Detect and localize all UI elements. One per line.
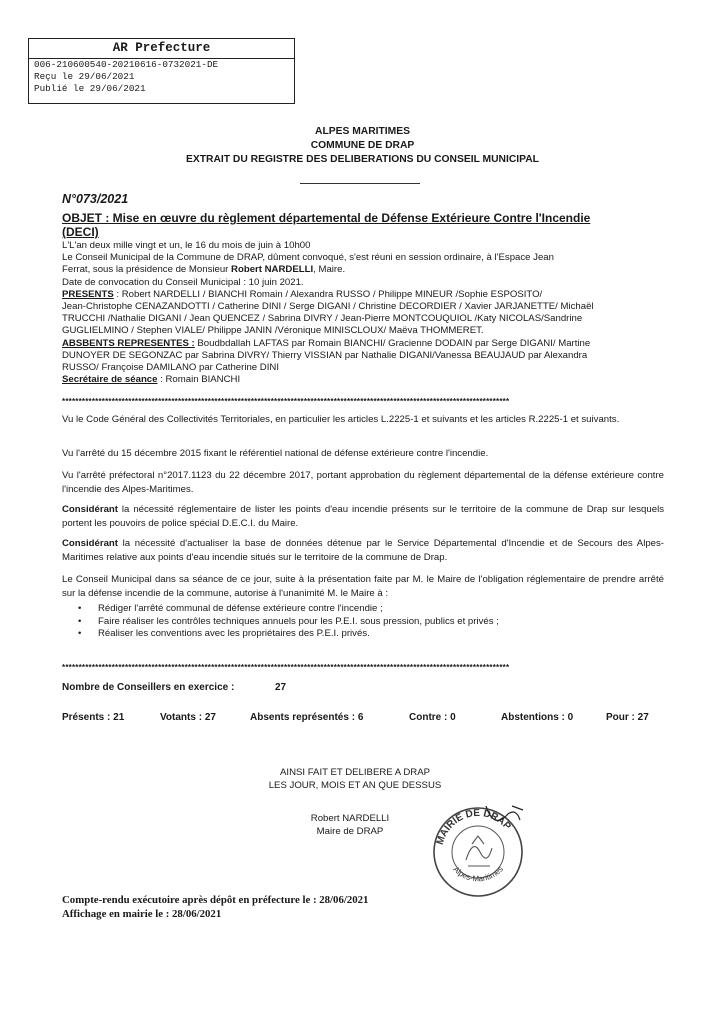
footer-affichage: Affichage en mairie le : 28/06/2021 [62,908,222,920]
objet-line-2: (DECI) [62,225,99,239]
considerant-1-text: la nécessité réglementaire de lister les points d'eau incendie présents sur le territoire de la commune de Drap sur lesquels portent les pouvoirs de police spécial D.E.C.I. du Maire. [62,504,664,529]
intro-block [62,240,664,386]
bullet-icon: • [78,615,82,627]
objet-title [62,211,667,239]
considerant-2-label: Considérant [62,538,118,549]
votes-pour: Pour : 27 [606,712,649,723]
secretary-label: Secrétaire de séance [62,374,158,386]
list-item-text: Faire réaliser les contrôles techniques annuels pour les P.E.I. sous pression, publics et privés ; [98,615,499,627]
intro-line-1: L'L'an deux mille vingt et un, le 16 du mois de juin à 10h00 [62,240,311,251]
presents-line-2: Jean-Christophe CENAZANDOTTI / Catherine DINI / Serge DIGANI / Christine DECORDIER / Xavier JARJANETTE/ Michaël [62,301,594,313]
vu-arrete-prefectoral: Vu l'arrêté préfectoral n°2017.1123 du 22 décembre 2017, portant approbation du règlement départemental de la défense extérieure contre l'incendie des Alpes-Maritimes. [62,470,664,495]
vu-arrete-2015: Vu l'arrêté du 15 décembre 2015 fixant le référentiel national de défense extérieure contre l'incendie. [62,448,489,459]
conseillers-count-value: 27 [275,682,287,693]
stamp-title: AR Prefecture [29,39,294,59]
votes-absents: Absents représentés : 6 [250,712,364,723]
votes-contre: Contre : 0 [409,712,456,723]
votes-votants: Votants : 27 [160,712,216,723]
president-name: Robert NARDELLI [231,264,314,276]
header-register-title: EXTRAIT DU REGISTRE DES DELIBERATIONS DU CONSEIL MUNICIPAL [186,154,539,165]
intro-line-2: Le Conseil Municipal de la Commune de DRAP, dûment convoqué, s'est réuni en session ordinaire, à l'Espace Jean [62,252,554,264]
signature-block [240,766,470,792]
list-item-text: Réaliser les conventions avec les propriétaires des P.E.I. privés. [98,628,370,639]
seal-bottom-text: Alpes-Maritimes [451,864,505,884]
bullet-icon: • [78,603,82,614]
stamp-published-date: Publié le 29/06/2021 [34,83,146,94]
svg-text:Alpes-Maritimes [451,865,505,884]
absents-label: ABSBENTS REPRESENTES : [62,337,195,349]
ar-prefecture-stamp [28,38,295,104]
deliberation-number: N°073/2021 [62,192,129,206]
president-title: , Maire. [313,264,346,276]
mayor-block [250,812,450,838]
header-commune: COMMUNE DE DRAP [310,140,415,151]
considerant-1 [62,503,664,530]
intro-convocation-date: Date de convocation du Conseil Municipal : 10 juin 2021. [62,276,304,288]
presents-line-4: GUGLIELMINO / Stephen VIALE/ Philippe JANIN /Véronique MINISCLOUX/ Maëva THOMMERET. [62,325,484,337]
considerant-2-text: la nécessité d'actualiser la base de données détenue par le Service Départemental d'Incendie et de Secours des Alpes-Maritimes relative aux points d'eau incendie situés sur le territoire de la commune de Drap. [62,538,664,563]
presents-label: PRESENTS [62,288,114,300]
list-item [78,616,658,629]
header-department: ALPES MARITIMES [315,126,410,137]
list-item [78,628,658,641]
mayor-name: Robert NARDELLI [310,813,390,824]
decision-list [78,603,658,641]
considerant-1-label: Considérant [62,504,118,515]
bullet-icon: • [78,628,82,639]
intro-presidence: Ferrat, sous la présidence de Monsieur [62,264,232,276]
vu-cgct: Vu le Code Général des Collectivités Territoriales, en particulier les articles L.2225-1 et suivants et les articles R.2225-1 et suivants. [62,414,620,425]
presents-text-1: : Robert NARDELLI / BIANCHI Romain / Alexandra RUSSO / Philippe MINEUR /Sophie ESPOSITO/ [113,288,543,300]
signature-line-2: LES JOUR, MOIS ET AN QUE DESSUS [268,780,442,791]
separator-stars-top: *************************************************************************************************************************************** [62,398,510,405]
separator-stars-bottom: *************************************************************************************************************************************** [62,664,510,671]
presents-line-3: TRUCCHI /Nathalie DIGANI / Jean QUENCEZ / Sabrina DIVRY / Jean-Pierre MONTCOUQUIOL /Katy NICOLAS/Sandrine [62,313,583,325]
mairie-seal-icon [428,800,528,900]
votes-abstentions: Abstentions : 0 [501,712,574,723]
stamp-received-date: Reçu le 29/06/2021 [34,71,135,82]
absents-line-1 [62,338,664,350]
absents-text-1: Boudbdallah LAFTAS par Romain BIANCHI/ Gracienne DODAIN par Serge DIGANI/ Martine [194,337,591,349]
signature-line-1: AINSI FAIT ET DELIBERE A DRAP [280,767,430,778]
votes-presents: Présents : 21 [62,712,125,723]
list-item [78,603,658,616]
intro-line-3 [62,264,664,276]
decision-text: Le Conseil Municipal dans sa séance de ce jour, suite à la présentation faite par M. le Maire de l'obligation réglementaire de prendre arrêté sur la défense incendie de la commune, autorise à l'unanimité M. le Maire à : [62,574,664,599]
secretary-line [62,374,664,386]
conseillers-count-label: Nombre de Conseillers en exercice : [62,682,235,693]
header-divider [300,183,420,184]
objet-line-1: OBJET : Mise en œuvre du règlement départemental de Défense Extérieure Contre l'Incendie [62,211,591,225]
secretary-name: : Romain BIANCHI [157,374,241,386]
footer-executoire: Compte-rendu exécutoire après dépôt en préfecture le : 28/06/2021 [62,894,369,906]
seal-top-text: MAIRIE DE DRAP [434,807,513,847]
considerant-2 [62,537,664,564]
mayor-title: Maire de DRAP [316,826,384,837]
stamp-act-id: 006-210600540-20210616-0732021-DE [34,59,219,70]
list-item-text: Rédiger l'arrêté communal de défense extérieure contre l'incendie ; [98,603,383,614]
absents-line-2: DUNOYER DE SEGONZAC par Sabrina DIVRY/ Thierry VISSIAN par Nathalie DIGANI/Vanessa BEAUJAUD par Alexandra [62,349,588,361]
absents-line-3: RUSSO/ Françoise DAMILANO par Catherine DINI [62,362,279,374]
presents-line-1 [62,289,664,301]
